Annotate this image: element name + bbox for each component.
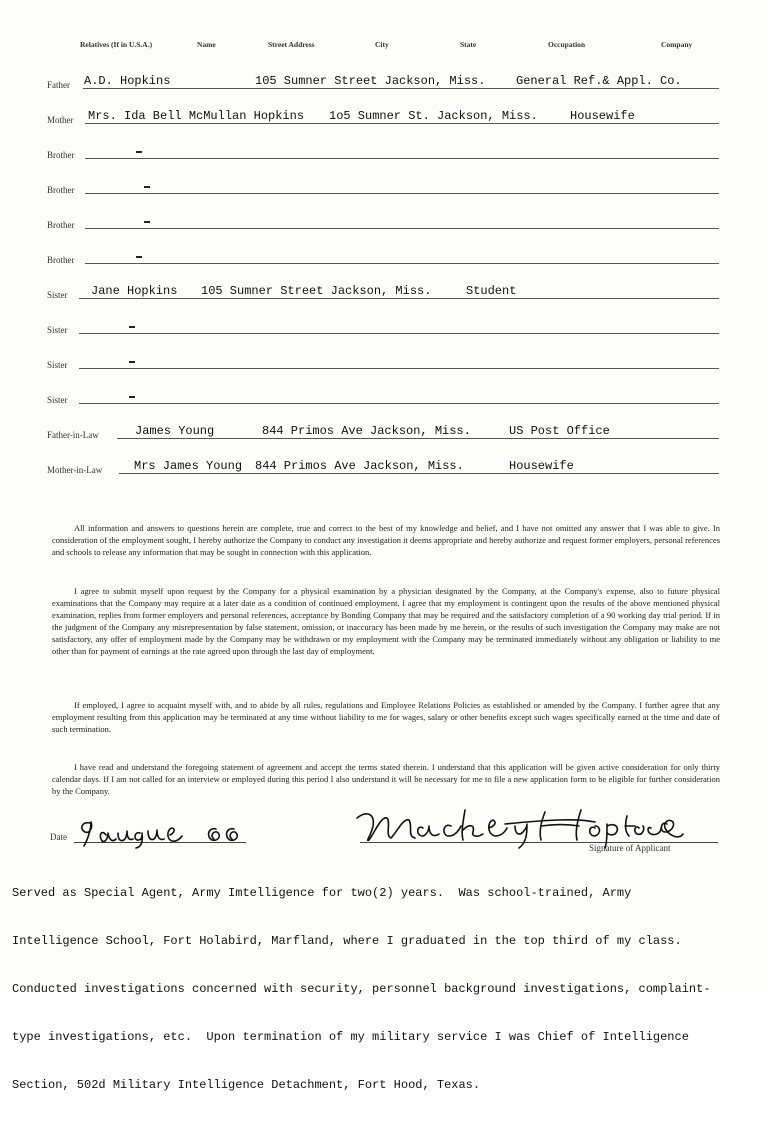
signature-label: Signature of Applicant bbox=[589, 843, 671, 853]
header-name: Name bbox=[197, 40, 216, 49]
relative-row-sister-2 bbox=[47, 319, 719, 335]
relative-row-brother-3 bbox=[47, 214, 719, 230]
agreement-paragraph-4: I have read and understand the foregoing statement of agreement and accept the terms stated therein. I understand that this application will be given active consideration for only thirty calendar days. If I am not called for an interview or employed during this period I also understand it will be necessary for me to file a new application form to be eligible for further consideration by the Company. bbox=[52, 762, 720, 796]
blank-dash bbox=[144, 186, 150, 188]
blank-dash bbox=[129, 326, 135, 328]
relative-row-brother-4 bbox=[47, 249, 719, 265]
remarks-line: Section, 502d Military Intelligence Detachment, Fort Hood, Texas. bbox=[12, 1078, 481, 1092]
remarks-line: Conducted investigations concerned with security, personnel background investigations, complaint- bbox=[12, 982, 711, 996]
relative-label: Mother bbox=[47, 115, 74, 125]
fill-line bbox=[79, 368, 719, 369]
relative-row-brother-1 bbox=[47, 144, 719, 160]
blank-dash bbox=[136, 256, 142, 258]
relative-row-father-in-law bbox=[47, 424, 719, 440]
header-occupation: Occupation bbox=[548, 40, 586, 49]
fill-line bbox=[117, 438, 719, 439]
relative-row-mother bbox=[47, 109, 719, 125]
blank-dash bbox=[129, 396, 135, 398]
relative-occupation: Housewife bbox=[509, 459, 574, 473]
header-city: City bbox=[375, 40, 389, 49]
relative-address: 105 Sumner Street Jackson, Miss. bbox=[201, 284, 432, 298]
blank-dash bbox=[136, 151, 142, 153]
fill-line bbox=[85, 263, 719, 264]
remarks-line: type investigations, etc. Upon termination of my military service I was Chief of Intelligence bbox=[12, 1030, 689, 1044]
relative-occupation: Student bbox=[466, 284, 517, 298]
handwritten-date-image bbox=[76, 815, 256, 849]
header-company: Company bbox=[661, 40, 693, 49]
relative-occupation: General Ref.& Appl. Co. bbox=[516, 74, 682, 88]
relative-label: Brother bbox=[47, 150, 75, 160]
relative-label: Brother bbox=[47, 185, 75, 195]
relative-address: 105 Sumner Street Jackson, Miss. bbox=[255, 74, 486, 88]
relative-label: Mother-in-Law bbox=[47, 465, 103, 475]
handwritten-signature-text bbox=[0, 0, 1, 1]
relative-occupation: Housewife bbox=[570, 109, 635, 123]
relative-address: 844 Primos Ave Jackson, Miss. bbox=[255, 459, 464, 473]
fill-line bbox=[83, 88, 719, 89]
relative-label: Brother bbox=[47, 255, 75, 265]
agreement-paragraph-3: If employed, I agree to acquaint myself with, and to abide by all rules, regulations and Employee Relations Policies as established or amended by the Company. I further agree that any employment resulting from this application may be terminated at any time without liability to me for wages, salary or other benefits except such wages specifically earned at the time and date of such termination. bbox=[52, 700, 720, 734]
fill-line bbox=[79, 298, 719, 299]
relative-row-mother-in-law bbox=[47, 459, 719, 475]
relative-name: A.D. Hopkins bbox=[84, 74, 171, 88]
remarks-line: Served as Special Agent, Army Imtelligence for two(2) years. Was school-trained, Army bbox=[12, 886, 632, 900]
relative-label: Sister bbox=[47, 360, 68, 370]
relative-label: Sister bbox=[47, 325, 68, 335]
fill-line bbox=[85, 193, 719, 194]
fill-line bbox=[85, 123, 719, 124]
relative-label: Sister bbox=[47, 395, 68, 405]
fill-line bbox=[79, 333, 719, 334]
relative-address: 844 Primos Ave Jackson, Miss. bbox=[262, 424, 471, 438]
relative-occupation: US Post Office bbox=[509, 424, 610, 438]
relative-name: Mrs James Young bbox=[134, 459, 243, 473]
relative-label: Father-in-Law bbox=[47, 430, 99, 440]
relative-label: Brother bbox=[47, 220, 75, 230]
relative-row-brother-2 bbox=[47, 179, 719, 195]
relative-label: Father bbox=[47, 80, 70, 90]
applicant-signature-image bbox=[345, 802, 695, 852]
fill-line bbox=[79, 403, 719, 404]
relative-row-sister-4 bbox=[47, 389, 719, 405]
date-label: Date bbox=[50, 832, 67, 842]
header-state: State bbox=[460, 40, 477, 49]
remarks-block bbox=[12, 853, 752, 1125]
header-relatives: Relatives (If in U.S.A.) bbox=[80, 40, 153, 49]
relative-label: Sister bbox=[47, 290, 68, 300]
relative-address: 1o5 Sumner St. Jackson, Miss. bbox=[329, 109, 538, 123]
fill-line bbox=[119, 473, 719, 474]
remarks-line: Intelligence School, Fort Holabird, Marfland, where I graduated in the top third of my class. bbox=[12, 934, 682, 948]
relative-name: James Young bbox=[135, 424, 215, 438]
fill-line bbox=[85, 228, 719, 229]
agreement-paragraph-2: I agree to submit myself upon request by the Company for a physical examination by a physician designated by the Company, at the Company's expense, also to future physical examinations that the Company may require at a later date as a condition of continued employment. I agree that my employment is contingent upon the results of the above mentioned physical examination, replies from former employers and personal references, acceptance by Bonding Company that may be required and the satisfactory completion of a 90 working day trial period. If in the judgment of the Company any misrepresentation by false statement, omission, or inaccuracy has been made by me herein, or the results of such investigation the Company may make are not satisfactory, any offer of employment made by the Company may be withdrawn or my employment with the Company may be terminated immediately without any obligation or liability to me other than for payment of earnings at the rate agreed upon through the last day of employment. bbox=[52, 586, 720, 656]
relative-row-sister-1 bbox=[47, 284, 719, 300]
blank-dash bbox=[144, 221, 150, 223]
relative-name: Jane Hopkins bbox=[91, 284, 178, 298]
blank-dash bbox=[129, 361, 135, 363]
header-street: Street Address bbox=[268, 40, 315, 49]
relative-row-father bbox=[47, 74, 719, 90]
relative-name: Mrs. Ida Bell McMullan Hopkins bbox=[88, 109, 305, 123]
fill-line bbox=[85, 158, 719, 159]
relative-row-sister-3 bbox=[47, 354, 719, 370]
agreement-paragraph-1: All information and answers to questions herein are complete, true and correct to the best of my knowledge and belief, and I have not omitted any answer that I was able to give. In consideration of the employment sought, I hereby authorize the Company to conduct any investigation it deems appropriate and hereby authorize and request former employers, personal references and schools to release any information that may be sought in connection with this application. bbox=[52, 523, 720, 557]
